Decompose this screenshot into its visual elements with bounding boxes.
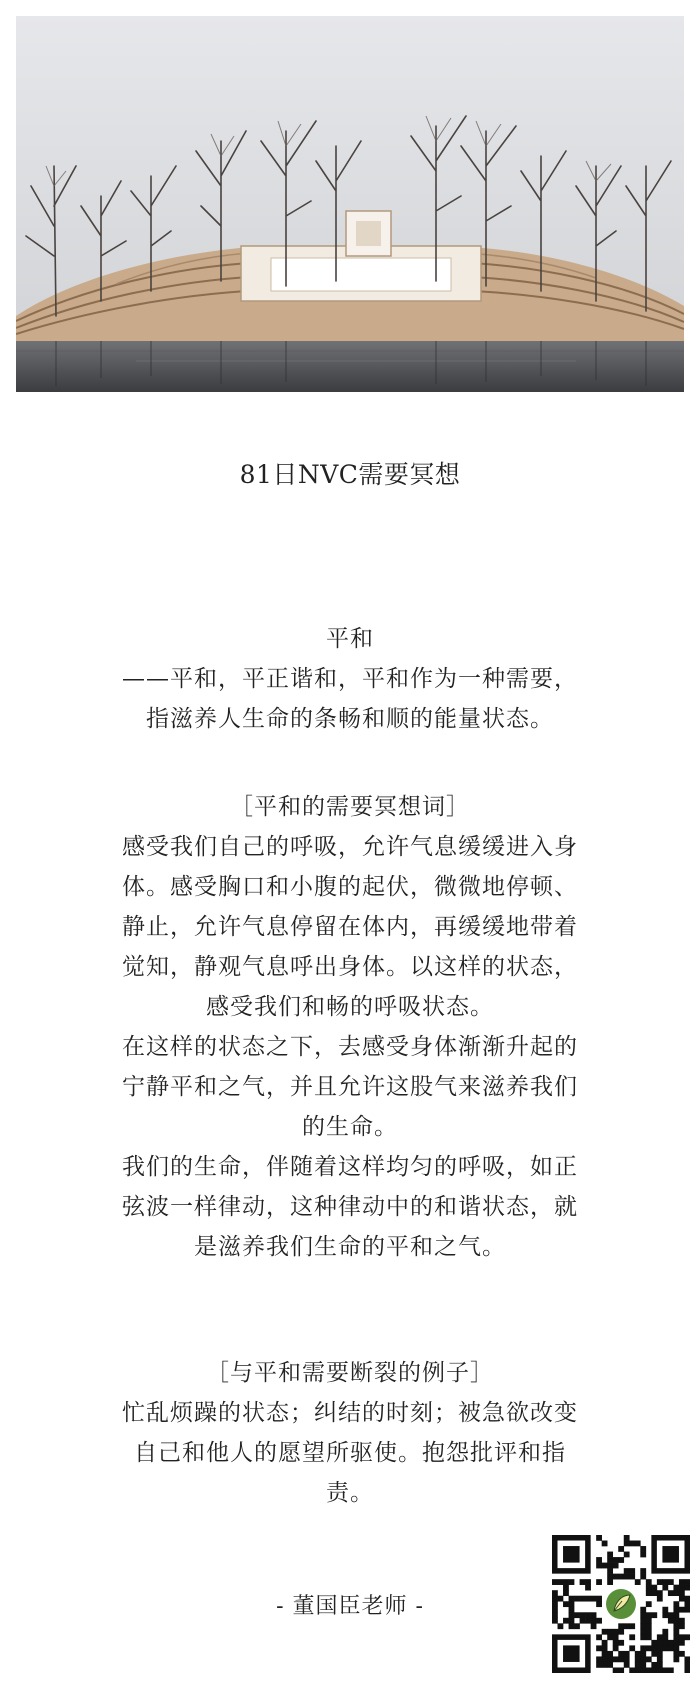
hero-image bbox=[16, 16, 684, 392]
paragraph-line: 是滋养我们生命的平和之气。 bbox=[194, 1234, 506, 1260]
paragraph-line: 忙乱烦躁的状态；纠结的时刻；被急欲改变 bbox=[122, 1400, 578, 1426]
paragraph-line: 我们的生命，伴随着这样均匀的呼吸，如正 bbox=[122, 1154, 578, 1180]
page-title: 81日NVC需要冥想 bbox=[239, 460, 461, 489]
architecture-model-photo bbox=[16, 16, 684, 392]
paragraph-line: 觉知，静观气息呼出身体。以这样的状态， bbox=[122, 954, 578, 980]
paragraph-line: 弦波一样律动，这种律动中的和谐状态，就 bbox=[122, 1194, 578, 1220]
paragraph-line: 宁静平和之气，并且允许这股气来滋养我们 bbox=[122, 1074, 578, 1100]
intro-block bbox=[70, 619, 630, 739]
signature: - 董国臣老师 - bbox=[276, 1594, 424, 1619]
intro-line: 指滋养人生命的条畅和顺的能量状态。 bbox=[146, 706, 554, 732]
intro-line: 平和 bbox=[326, 626, 374, 652]
paragraph-line: 自己和他人的愿望所驱使。抱怨批评和指 bbox=[134, 1440, 566, 1466]
paragraph-line: 责。 bbox=[326, 1480, 374, 1506]
paragraph-line: 静止，允许气息停留在体内，再缓缓地带着 bbox=[122, 914, 578, 940]
section-heading: ［平和的需要冥想词］ bbox=[230, 794, 470, 820]
paragraph-line: 在这样的状态之下，去感受身体渐渐升起的 bbox=[122, 1034, 578, 1060]
paragraph-line: 感受我们和畅的呼吸状态。 bbox=[206, 994, 494, 1020]
paragraph-line: 的生命。 bbox=[302, 1114, 398, 1140]
disconnect-block bbox=[70, 1353, 630, 1513]
intro-line: ——平和，平正谐和，平和作为一种需要， bbox=[122, 666, 578, 692]
paragraph-line: 体。感受胸口和小腹的起伏，微微地停顿、 bbox=[122, 874, 578, 900]
qr-code-icon[interactable] bbox=[552, 1535, 690, 1673]
paragraph-line: 感受我们自己的呼吸，允许气息缓缓进入身 bbox=[122, 834, 578, 860]
section-heading: ［与平和需要断裂的例子］ bbox=[206, 1360, 494, 1386]
meditation-block bbox=[70, 787, 630, 1267]
